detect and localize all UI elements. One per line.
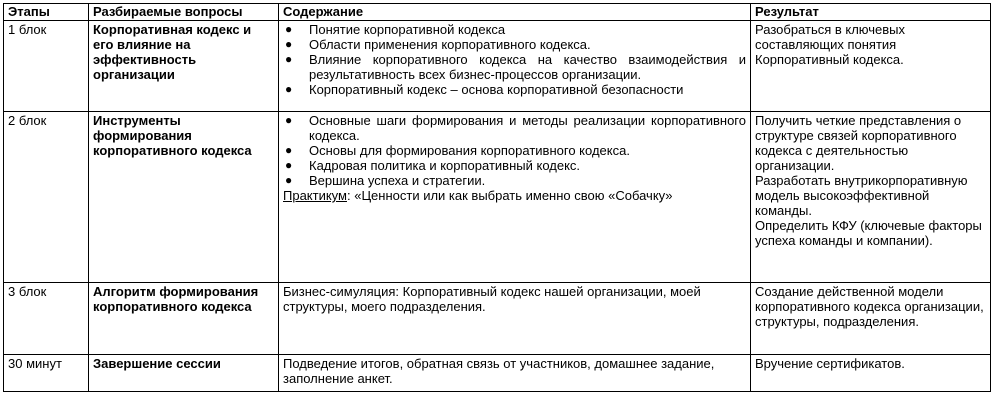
bullet-icon: ● (285, 143, 293, 157)
header-row (4, 4, 991, 21)
table-row (4, 21, 991, 112)
result-cell (751, 112, 991, 283)
stage-cell: 1 блок (4, 21, 89, 112)
bullet-icon: ● (285, 52, 293, 66)
header-content: Содержание (279, 4, 751, 21)
topic-cell: Корпоративная кодекс и его влияние на эффективность организации (89, 21, 279, 112)
list-item: ● Корпоративный кодекс – основа корпоративной безопасности (285, 82, 684, 97)
bullet-icon: ● (285, 82, 293, 96)
content-cell: Бизнес-симуляция: Корпоративный кодекс нашей организации, моей структуры, моего подразделения. (279, 283, 751, 355)
content-cell (279, 21, 751, 112)
header-result: Результат (751, 4, 991, 21)
bullet-icon: ● (285, 173, 293, 187)
topic-cell: Инструменты формирования корпоративного кодекса (89, 112, 279, 283)
header-topic: Разбираемые вопросы (89, 4, 279, 21)
practicum-text: : «Ценности или как выбрать именно свою «Собачку» (346, 188, 673, 203)
list-item: ● Кадровая политика и корпоративный кодекс. (285, 158, 581, 173)
content-bullet-list (283, 113, 746, 188)
stage-cell: 30 минут (4, 355, 89, 392)
content-bullet-list (283, 22, 746, 97)
bullet-icon: ● (285, 22, 293, 36)
program-table (3, 3, 991, 392)
result-line: Получить четкие представления о структуре связей корпоративного кодекса с деятельностью организации. (755, 113, 962, 173)
bullet-icon: ● (285, 37, 293, 51)
result-cell: Вручение сертификатов. (751, 355, 991, 392)
list-item: ● Основы для формирования корпоративного кодекса. (285, 143, 630, 158)
table-row (4, 112, 991, 283)
list-item: ● Влияние корпоративного кодекса на качество взаимодействия и результативность всех бизнес-процессов организации. (285, 52, 746, 82)
list-item: ● Вершина успеха и стратегии. (285, 173, 486, 188)
stage-cell: 2 блок (4, 112, 89, 283)
list-item: ● Понятие корпоративной кодекса (285, 22, 506, 37)
topic-cell: Алгоритм формирования корпоративного кодекса (89, 283, 279, 355)
result-cell: Разобраться в ключевых составляющих понятия Корпоративный кодекса. (751, 21, 991, 112)
result-line: Определить КФУ (ключевые факторы успеха команды и компании). (755, 218, 982, 248)
practicum-line (283, 188, 746, 203)
content-cell (279, 112, 751, 283)
list-item: ● Основные шаги формирования и методы реализации корпоративного кодекса. (285, 113, 746, 143)
bullet-icon: ● (285, 113, 293, 127)
bullet-icon: ● (285, 158, 293, 172)
result-line: Разработать внутрикорпоративную модель высокоэффективной команды. (755, 173, 968, 218)
stage-cell: 3 блок (4, 283, 89, 355)
content-cell: Подведение итогов, обратная связь от участников, домашнее задание, заполнение анкет. (279, 355, 751, 392)
topic-cell: Завершение сессии (89, 355, 279, 392)
table-row (4, 283, 991, 355)
list-item: ● Области применения корпоративного кодекса. (285, 37, 591, 52)
practicum-label: Практикум (283, 188, 347, 203)
header-stage: Этапы (4, 4, 89, 21)
table-row (4, 355, 991, 392)
result-cell: Создание действенной модели корпоративного кодекса организации, структуры, подразделения. (751, 283, 991, 355)
